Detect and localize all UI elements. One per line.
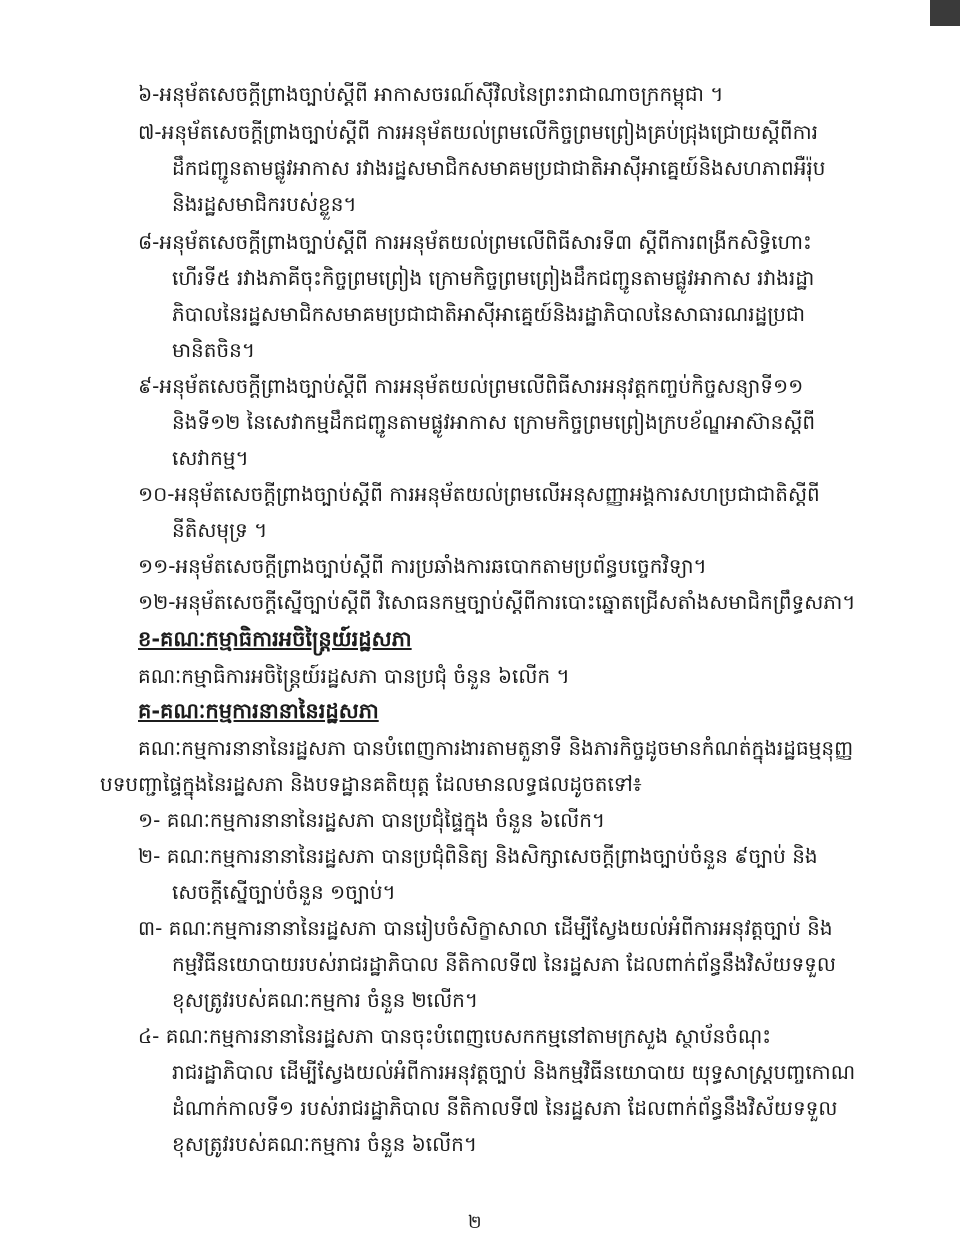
list-item xyxy=(138,548,838,584)
item-line: ខុសត្រូវរបស់គណៈកម្មការ ចំនួន ៦លើក។ xyxy=(172,1132,478,1156)
section-paragraph: គណៈកម្មាធិការអចិន្ត្រៃយ៍រដ្ឋសភា បានប្រជុំ ចំនួន ៦លើក ។ xyxy=(138,664,570,688)
list-item xyxy=(138,76,838,112)
item-line: និងទី១២ នៃសេវាកម្មដឹកជញ្ជូនតាមផ្លូវអាកាស ក្រោមកិច្ចព្រមព្រៀងក្របខ័ណ្ឌអាស៊ានស្តីពី xyxy=(172,410,816,434)
item-line: និងរដ្ឋសមាជិករបស់ខ្លួន។ xyxy=(172,192,357,216)
section-paragraph: បទបញ្ជាផ្ទៃក្នុងនៃរដ្ឋសភា និងបទដ្ឋានគតិយុត្ត ដែលមានលទ្ធផលដូចតទៅ៖ xyxy=(100,772,642,796)
item-line: សេវាកម្ម។ xyxy=(172,446,249,470)
item-line: នីតិសមុទ្រ ។ xyxy=(172,518,268,542)
item-line: ខុសត្រូវរបស់គណៈកម្មការ ចំនួន ២លើក។ xyxy=(172,988,479,1012)
section-heading: ខ-គណៈកម្មាធិការអចិន្ត្រៃយ៍រដ្ឋសភា xyxy=(138,627,412,651)
section-paragraph: គណៈកម្មការនានានៃរដ្ឋសភា បានបំពេញការងារតាមតួនាទី និងភារកិច្ចដូចមានកំណត់ក្នុងរដ្ឋធម្មនុញ្ញ xyxy=(138,736,854,760)
item-line: ៨-អនុម័តសេចក្តីព្រាងច្បាប់ស្តីពី ការអនុម័តយល់ព្រមលើពិធីសារទី៣ ស្តីពីការពង្រីកសិទ្ធិហោះ xyxy=(138,230,812,254)
list-item xyxy=(138,476,838,548)
list-item xyxy=(138,802,838,838)
item-line: ៦-អនុម័តសេចក្តីព្រាងច្បាប់ស្តីពី អាកាសចរណ៍ស៊ីវិលនៃព្រះរាជាណាចក្រកម្ពុជា ។ xyxy=(138,82,724,106)
item-line: ភិបាលនៃរដ្ឋសមាជិកសមាគមប្រជាជាតិអាស៊ីអាគ្នេយ៍និងរដ្ឋាភិបាលនៃសាធារណរដ្ឋប្រជា xyxy=(172,302,806,326)
item-line: ៣- គណៈកម្មការនានានៃរដ្ឋសភា បានរៀបចំសិក្ខាសាលា ដើម្បីស្វែងយល់អំពីការអនុវត្តច្បាប់ និង xyxy=(138,916,833,940)
item-line: ហើរទី៥ រវាងភាគីចុះកិច្ចព្រមព្រៀង ក្រោមកិច្ចព្រមព្រៀងដឹកជញ្ជូនតាមផ្លូវអាកាស រវាងរដ្ឋា xyxy=(172,266,815,290)
item-line: ដឹកជញ្ជូនតាមផ្លូវអាកាស រវាងរដ្ឋសមាជិកសមាគមប្រជាជាតិអាស៊ីអាគ្នេយ៍និងសហភាពអឺរ៉ុប xyxy=(172,156,826,180)
item-line: ២- គណៈកម្មការនានានៃរដ្ឋសភា បានប្រជុំពិនិត្យ និងសិក្សាសេចក្តីព្រាងច្បាប់ចំនួន ៩ច្បាប់ និង xyxy=(138,844,818,868)
item-line: រាជរដ្ឋាភិបាល ដើម្បីស្វែងយល់អំពីការអនុវត្តច្បាប់ និងកម្មវិធីនយោបាយ យុទ្ធសាស្ត្របញ្ចកោណ xyxy=(172,1060,856,1084)
item-line: ១១-អនុម័តសេចក្តីព្រាងច្បាប់ស្តីពី ការប្រឆាំងការឆបោកតាមប្រព័ន្ធបច្ចេកវិទ្យា។ xyxy=(138,554,707,578)
item-line: ៧-អនុម័តសេចក្តីព្រាងច្បាប់ស្តីពី ការអនុម័តយល់ព្រមលើកិច្ចព្រមព្រៀងគ្រប់ជ្រុងជ្រោយស្តីពីការ xyxy=(138,120,818,144)
item-line: កម្មវិធីនយោបាយរបស់រាជរដ្ឋាភិបាល នីតិកាលទី៧ នៃរដ្ឋសភា ដែលពាក់ព័ន្ធនឹងវិស័យទទួល xyxy=(172,952,836,976)
list-item xyxy=(138,224,838,368)
list-item xyxy=(138,584,856,620)
item-line: ១០-អនុម័តសេចក្តីព្រាងច្បាប់ស្តីពី ការអនុម័តយល់ព្រមលើអនុសញ្ញាអង្គការសហប្រជាជាតិស្តីពី xyxy=(138,482,820,506)
item-line: សេចក្តីស្នើច្បាប់ចំនួន ១ច្បាប់។ xyxy=(172,880,396,904)
item-line: ដំណាក់កាលទី១ របស់រាជរដ្ឋាភិបាល នីតិកាលទី៧ នៃរដ្ឋសភា ដែលពាក់ព័ន្ធនឹងវិស័យទទួល xyxy=(172,1096,838,1120)
list-item xyxy=(138,368,838,476)
list-item xyxy=(138,838,838,910)
page-number: ២ xyxy=(468,1212,482,1233)
item-line: មានិតចិន។ xyxy=(172,338,256,362)
item-line: ១២-អនុម័តសេចក្តីស្នើច្បាប់ស្តីពី វិសោធនកម្មច្បាប់ស្តីពីការបោះឆ្នោតជ្រើសតាំងសមាជិកព្រឹទ្ធសភា។ xyxy=(138,590,856,614)
section-heading: គ-គណៈកម្មការនានានៃរដ្ឋសភា xyxy=(138,699,379,723)
item-line: ៩-អនុម័តសេចក្តីព្រាងច្បាប់ស្តីពី ការអនុម័តយល់ព្រមលើពិធីសារអនុវត្តកញ្ចប់កិច្ចសន្យាទី១១ xyxy=(138,374,804,398)
item-line: ១- គណៈកម្មការនានានៃរដ្ឋសភា បានប្រជុំផ្ទៃក្នុង ចំនួន ៦លើក។ xyxy=(138,808,606,832)
list-item xyxy=(138,114,838,222)
item-line: ៤- គណៈកម្មការនានានៃរដ្ឋសភា បានចុះបំពេញបេសកកម្មនៅតាមក្រសួង ស្ថាប័នចំណុះ xyxy=(138,1024,772,1048)
list-item xyxy=(138,1018,856,1162)
list-item xyxy=(138,910,838,1018)
